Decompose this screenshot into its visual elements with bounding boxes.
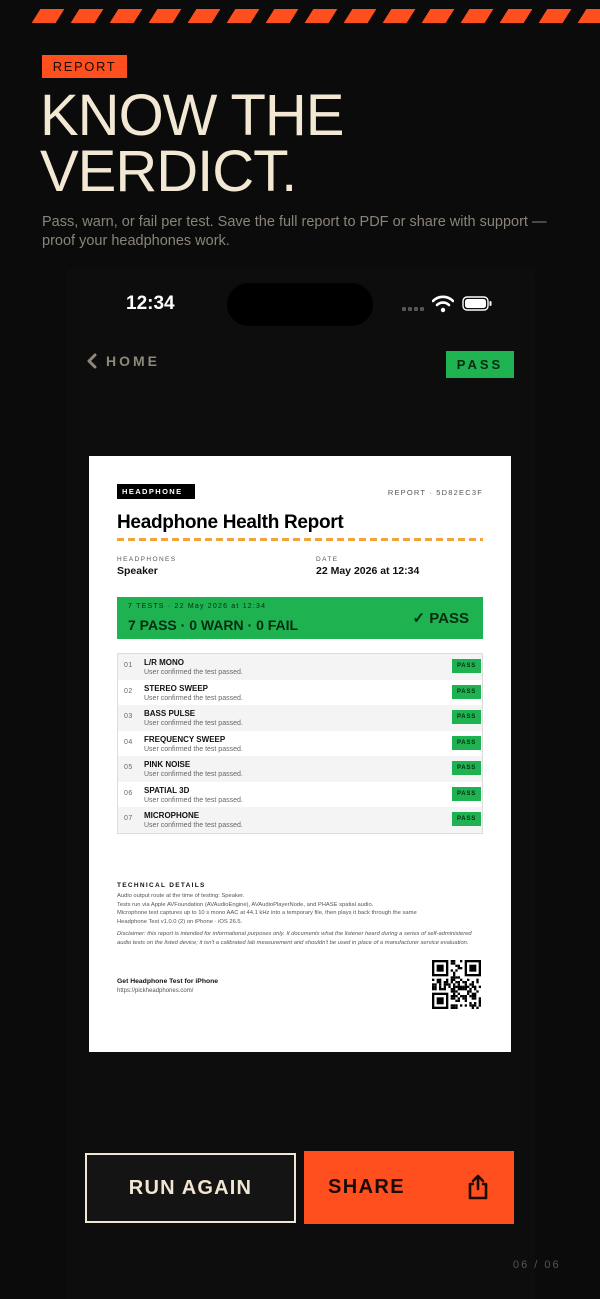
test-row [118,756,482,782]
test-note: User confirmed the test passed. [144,745,243,753]
hazard-stripe-segment [110,9,143,23]
test-name: L/R MONO [144,658,184,667]
headphones-value: Speaker [117,565,158,577]
test-note: User confirmed the test passed. [144,669,243,676]
tech-line: Audio output route at the time of testing: Speaker. [117,893,245,899]
disclaimer: Disclaimer: this report is intended for informational purposes only. It documents what the listener heard during a series of self-administered audio tests on the listed device; it isn't a calibrated lab measurement and shouldn't be used in place of a manufacturer service evaluation. [117,931,472,946]
hazard-stripe [0,9,600,23]
signal-icon [402,307,424,311]
report-brand: HEADPHONE [117,484,195,499]
test-note: User confirmed the test passed. [144,720,243,727]
status-badge: PASS [446,351,514,378]
summary-meta: 7 TESTS · 22 May 2026 at 12:34 [128,603,267,610]
get-app-url[interactable]: https://pickheadphones.com/ [117,988,194,994]
report-divider [117,538,483,541]
report-id: REPORT · 5D82EC3F [387,488,483,497]
share-label: SHARE [328,1176,406,1198]
tech-line: Microphone test captures up to 10 s mono AAC at 44.1 kHz into a temporary file, then plays it back through the same [117,910,417,916]
chevron-left-icon [86,353,98,369]
test-number: 01 [124,662,133,669]
test-name: PINK NOISE [144,760,191,769]
test-result-badge: PASS [452,787,481,801]
technical-details [117,892,487,926]
hazard-stripe-segment [266,9,299,23]
technical-details-title: TECHNICAL DETAILS [117,882,206,889]
summary-counts: 7 PASS · 0 WARN · 0 FAIL [128,617,299,633]
dynamic-island [227,283,373,326]
hazard-stripe-segment [149,9,182,23]
test-number: 05 [124,764,133,771]
hazard-stripe-segment [539,9,572,23]
report-preview[interactable] [89,456,511,1052]
hazard-stripe-segment [461,9,494,23]
share-icon [467,1174,489,1200]
summary-banner [117,597,483,639]
status-time: 12:34 [126,293,175,314]
headline-line-1: KNOW THE [40,83,344,148]
hazard-stripe-segment [305,9,338,23]
hazard-stripe-segment [500,9,533,23]
test-row [118,807,482,833]
qr-code-icon [432,960,481,1009]
test-number: 02 [124,687,133,695]
home-back-button[interactable] [86,353,160,369]
test-name: MICROPHONE [144,811,200,820]
test-row [118,731,482,757]
date-value: 22 May 2026 at 12:34 [316,565,420,577]
test-name: BASS PULSE [144,709,196,718]
test-note: User confirmed the test passed. [144,796,243,804]
hazard-stripe-segment [71,9,104,23]
test-note: User confirmed the test passed. [144,771,243,778]
date-label: DATE [316,556,339,563]
headphones-label: HEADPHONES [117,556,177,563]
home-label: HOME [106,353,160,369]
test-result-badge: PASS [452,710,481,724]
page-indicator: 06 / 06 [513,1259,561,1271]
test-result-badge: PASS [452,736,481,750]
run-again-button[interactable]: RUN AGAIN [85,1153,296,1223]
test-number: 07 [124,815,133,822]
tech-line: Headphone Test v1.0.0 (2) on iPhone · iOS 26.5. [117,918,243,925]
test-row [118,654,482,680]
test-row [118,680,482,706]
test-result-badge: PASS [452,812,481,826]
hazard-stripe-segment [227,9,260,23]
hazard-stripe-segment [383,9,416,23]
page-headline [40,83,560,204]
share-button[interactable] [304,1151,514,1224]
test-result-badge: PASS [452,761,481,775]
test-note: User confirmed the test passed. [144,822,243,829]
hazard-stripe-segment [578,9,600,23]
summary-verdict: ✓ PASS [412,610,469,627]
test-row [118,705,482,731]
test-number: 04 [124,738,133,746]
get-app-title: Get Headphone Test for iPhone [117,978,219,985]
hazard-stripe-segment [188,9,221,23]
test-row [118,782,482,808]
test-number: 06 [124,789,133,797]
tech-line: Tests run via Apple AVFoundation (AVAudioEngine), AVAudioPlayerNode, and PHASE spatial audio. [117,901,374,908]
report-title: Headphone Health Report [117,512,344,533]
test-name: FREQUENCY SWEEP [144,734,226,744]
headline-line-2: VERDICT. [40,139,297,204]
test-note: User confirmed the test passed. [144,694,243,702]
hazard-stripe-segment [32,9,65,23]
test-name: STEREO SWEEP [144,683,209,693]
report-tag: REPORT [42,55,127,78]
hazard-stripe-segment [344,9,377,23]
wifi-icon [432,295,454,313]
test-result-badge: PASS [452,659,481,673]
test-name: SPATIAL 3D [144,785,190,795]
test-list [117,653,483,834]
test-result-badge: PASS [452,685,481,699]
page-subtitle: Pass, warn, or fail per test. Save the full report to PDF or share with support — proof your headphones work. [42,214,547,249]
battery-icon [462,296,492,311]
hazard-stripe-segment [422,9,455,23]
test-number: 03 [124,713,133,720]
